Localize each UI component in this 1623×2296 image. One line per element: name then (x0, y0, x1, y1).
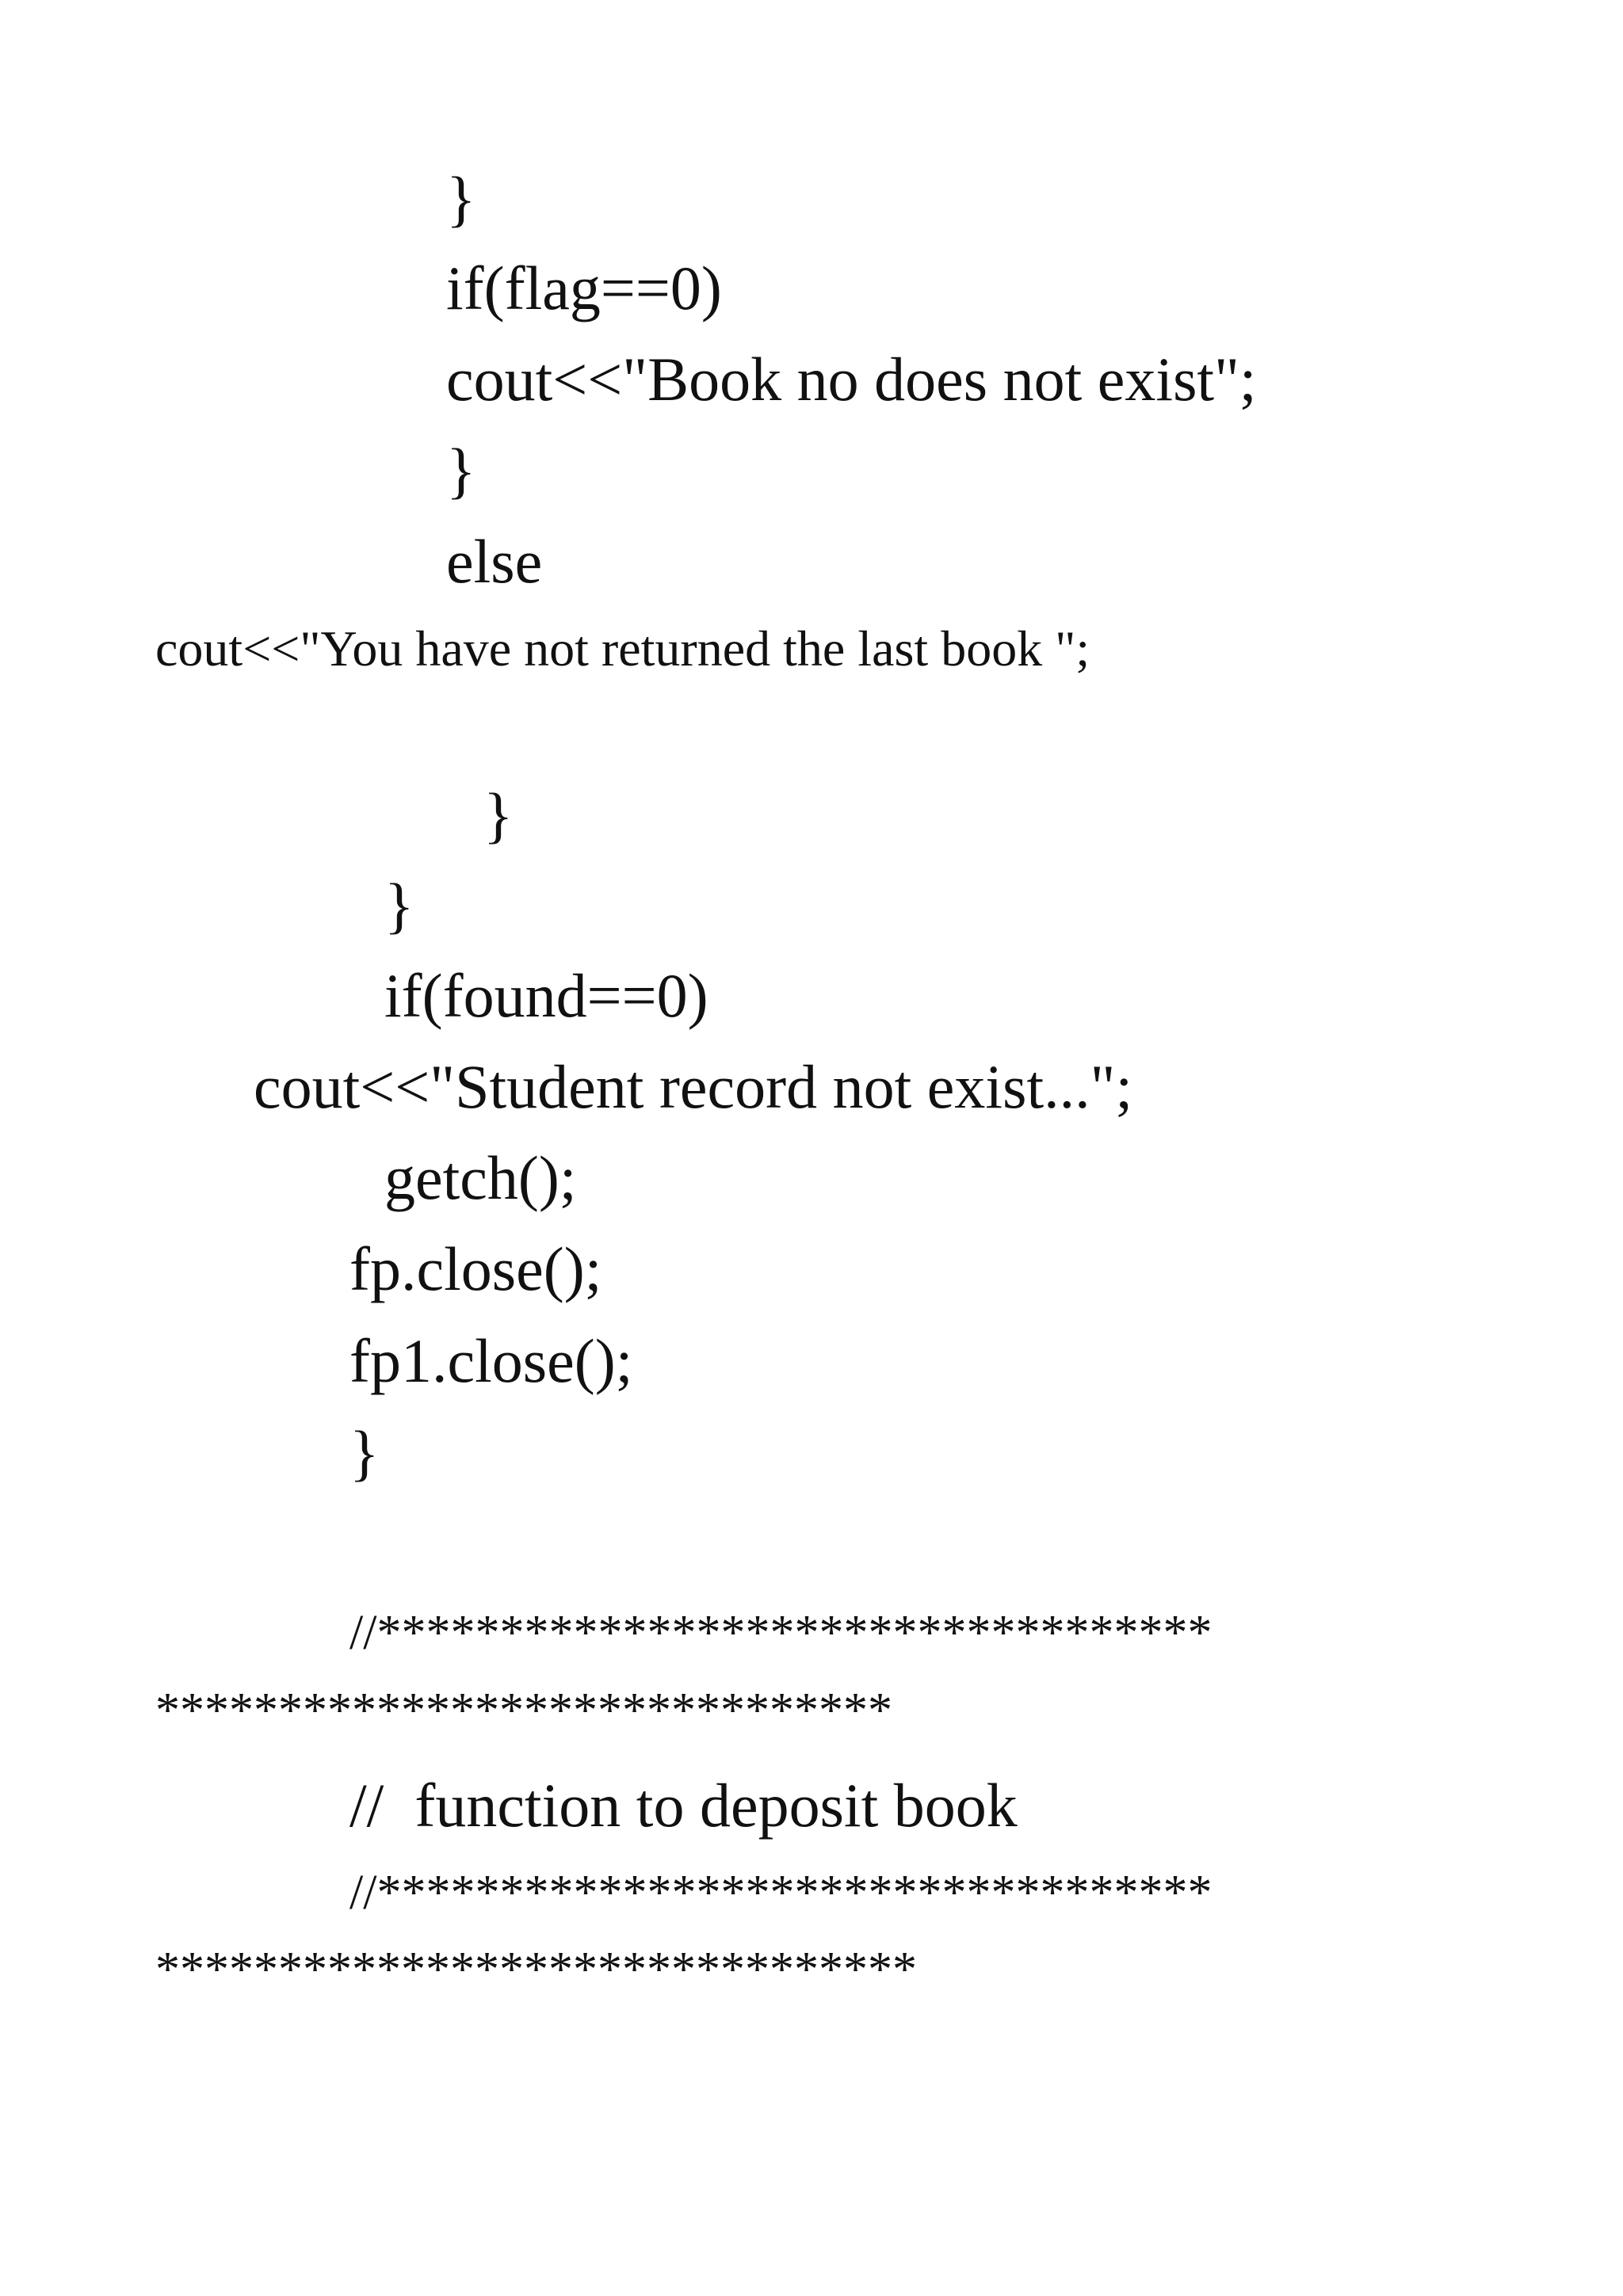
code-line-closing-brace: } (446, 164, 476, 233)
code-line-cout-returned: cout<<"You have not returned the last book "; (155, 620, 1090, 677)
comment-divider-continued: ******************************* (155, 1943, 917, 1997)
code-line-closing-brace: } (446, 436, 476, 505)
comment-function-deposit: // function to deposit book (349, 1771, 1018, 1840)
code-line-cout-student: cout<<"Student record not exist..."; (254, 1052, 1133, 1121)
code-line-closing-brace: } (384, 871, 414, 940)
comment-divider-start: //********************************** (349, 1866, 1212, 1920)
comment-divider-continued: ****************************** (155, 1684, 892, 1737)
code-line-if-found: if(found==0) (384, 961, 708, 1030)
code-line-fp-close: fp.close(); (349, 1234, 602, 1303)
code-line-getch: getch(); (384, 1143, 577, 1212)
code-line-fp1-close: fp1.close(); (349, 1326, 633, 1395)
code-line-if-flag: if(flag==0) (446, 254, 722, 322)
code-line-else: else (446, 527, 543, 596)
code-line-closing-brace: } (349, 1418, 380, 1487)
code-line-cout-book: cout<<"Book no does not exist"; (446, 345, 1257, 414)
comment-divider-start: //********************************** (349, 1606, 1212, 1660)
code-line-closing-brace: } (483, 780, 514, 849)
